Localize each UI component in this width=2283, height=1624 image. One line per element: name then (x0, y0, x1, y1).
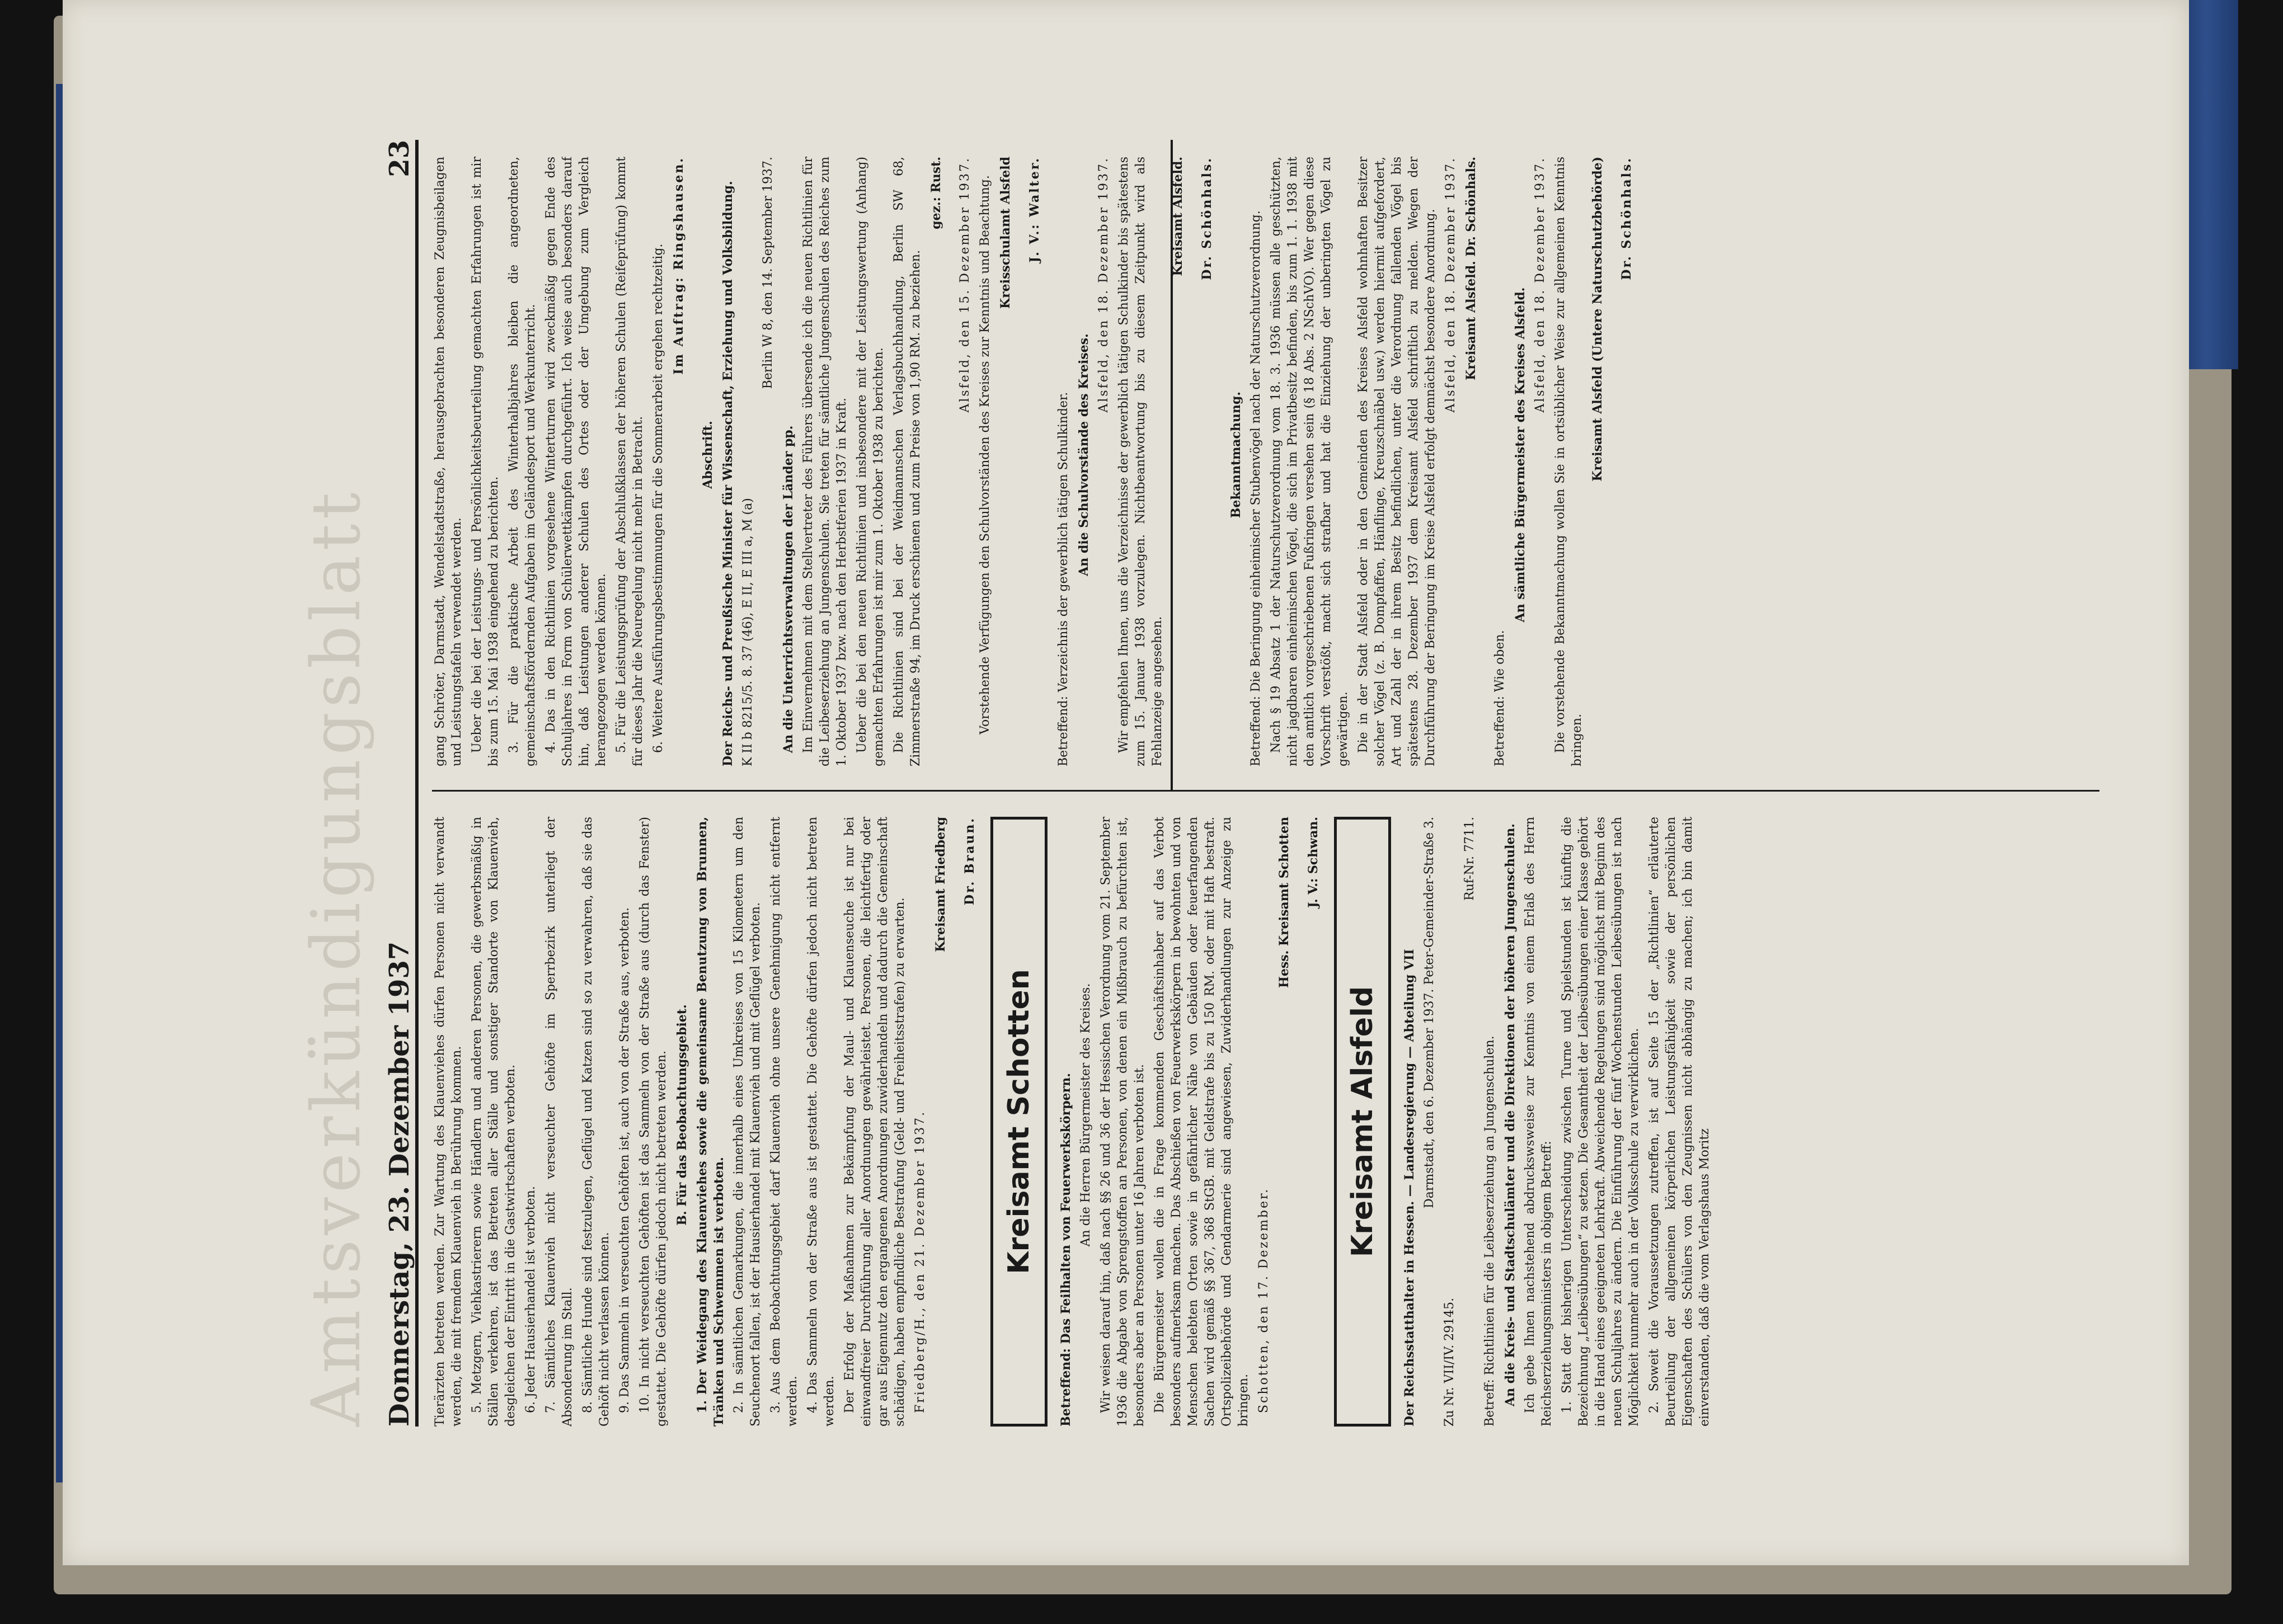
right-column (432, 157, 2111, 766)
schotten-body-1: Wir weisen darauf hin, daß nach §§ 26 und 36 der Hessischen Verordnung vom 21. September 1936 die Abgabe von Sprengstoffen an Personen, von denen ein Mißbrauch zu befürchten ist, besonders aber an Personen unter 16 Jahren verboten ist. (1099, 817, 1147, 1427)
alsfeld-addressee: An die Kreis- und Stadtschulämter und die Direktionen der höheren Jungenschulen. (1503, 823, 1518, 1406)
left-b-4: 4. Das Sammeln von der Straße aus ist gestattet. Die Gehöfte dürfen jedoch nicht betreten werden. (806, 817, 837, 1427)
left-b-dateline: Friedberg/H., den 21. Dezember 1937. (913, 1110, 927, 1413)
right-office-3: Kreisamt Alsfeld. Dr. Schönhals. (1464, 157, 1478, 380)
right-sig-2: Dr. Schönhals. (1200, 157, 1214, 280)
left-b-1: 1. Der Weidegang des Klauenviehes sowie die gemeinsame Benutzung von Brunnen, Tränken und Schwemmen ist verboten. (695, 817, 726, 1427)
right-body-3: Die Richtlinien sind bei der Weidmannschen Verlagsbuchhandlung, Berlin SW 68, Zimmerstraße 94, im Druck erschienen und zum Preise von 1,90 RM. zu beziehen. (892, 157, 923, 766)
right-body-5: Nach § 19 Absatz 1 der Naturschutzverordnung vom 18. 3. 1936 müssen alle geschützten, nicht jagdbaren einheimischen Vögel, die sich im Privatbesitz befinden, bis zum 1. 1. 1938 mit den amtlich vorgeschriebenen Fußringen versehen sein (§ 18 Abs. 2 NSchVO). Wer gegen diese Vorschrift verstößt, macht sich strafbar und hat die Einziehung der unberingten Vögel zu gewärtigen. (1269, 157, 1350, 766)
right-betreff-3: Betreffend: Die Beringung einheimischer Stubenvögel nach der Naturschutzverordnung. (1249, 210, 1263, 766)
heading-kreisamt-schotten: Kreisamt Schotten (990, 817, 1047, 1427)
alsfeld-from: Der Reichsstatthalter in Hessen. — Landesregierung — Abteilung VII (1402, 949, 1417, 1427)
right-auftrag: Im Auftrag: Ringshausen. (671, 157, 686, 375)
right-schulamt-sig: J. V.: Walter. (1027, 157, 1042, 263)
right-body-7: Die vorstehende Bekanntmachung wollen Sie in ortsüblicher Weise zur allgemeinen Kenntnis bringen. (1553, 157, 1584, 766)
alsfeld-ref: Zu Nr. VII/IV. 29145. (1443, 1297, 1457, 1427)
right-betreff-2: Betreffend: Verzeichnis der gewerblich tätigen Schulkinder. (1056, 392, 1070, 766)
right-schulamt: Kreisschulamt Alsfeld (998, 157, 1013, 309)
right-body: Im Einvernehmen mit dem Stellvertreter des Führers übersende ich die neuen Richtlinien für die Leibeserziehung an Jungenschulen. Sie treten für sämtliche Jungenschulen des Reiches zum 1. Oktober 1937 bzw. nach den Herbstferien 1937 in Kraft. (801, 157, 849, 766)
dateline-day-date: Donnerstag, 23. Dezember 1937 (384, 941, 415, 1427)
right-addressee-3: An sämtliche Bürgermeister des Kreises Alsfeld. (1513, 287, 1528, 623)
right-betreff-4: Betreffend: Wie oben. (1493, 630, 1507, 766)
left-item-7: 7. Sämtliches Klauenvieh nicht verseuchter Gehöfte im Sperrbezirk unterliegt der Absonderung im Stall. (544, 817, 575, 1427)
right-date-3: Alsfeld, den 18. Dezember 1937. (1444, 157, 1458, 413)
right-body-2: Ueber die bei den neuen Richtlinien und insbesondere mit der Leistungswertung (Anhang) gemachten Erfahrungen ist mir zum 1. Oktober 1938 zu berichten. (855, 157, 886, 766)
schotten-betreff: Betreffend: Das Feilhalten von Feuerwerkskörpern. (1059, 1073, 1073, 1427)
dateline-page-mark: 23 (384, 140, 415, 177)
left-b-3: 3. Aus dem Beobachtungsgebiet darf Klauenvieh ohne unsere Genehmigung nicht entfernt werden. (769, 817, 800, 1427)
left-subheading-b: B. Für das Beobachtungsgebiet. (675, 1004, 689, 1226)
schotten-office: Hess. Kreisamt Schotten (1277, 817, 1291, 988)
right-item-3: 3. Für die praktische Arbeit des Winterhalbjahres bleiben die angeordneten, gemeinschaftsfördernden Aufgaben im Geländesport und Werkunterricht. (507, 157, 538, 766)
newspaper-page (63, 0, 2189, 1565)
right-ref: K II b 8215/5. 8. 37 (46), E II, E III a, M (a) (741, 498, 755, 766)
left-column (432, 817, 2111, 1427)
masthead-title: Amtsverkündigungsblatt (298, 488, 375, 1427)
alsfeld-betreff: Betreff: Richtlinien für die Leibeserziehung an Jungenschulen. (1483, 1035, 1497, 1427)
left-item-8: 8. Sämtliche Hunde sind festzulegen, Geflügel und Katzen sind so zu verwahren, daß sie das Gehöft nicht verlassen können. (581, 817, 612, 1427)
left-b-office: Kreisamt Friedberg (933, 817, 948, 952)
right-addressee: An die Unterrichtsverwaltungen der Länder pp. (781, 425, 796, 753)
right-intro: gang Schröter, Darmstadt, Wendelstadtstraße, herausgebrachten besonderen Zeugnisbeilagen und Leistungstafeln verwendet werden. (433, 157, 464, 766)
alsfeld-item-1: 1. Statt der bisherigen Unterscheidung zwischen Turne und Spielstunden ist künftig die Bezeichnung „Leibesübungen“ zu setzen. Die Gesamtheit der Leibesübungen einer Klasse gehört in die Hand eines geeigneten Lehrkraft. Abweichende Regelungen sind möglichst mit Beginn des neuen Schuljahres zu ändern. Die Einführung der fünf Wochenstunden Leibesübungen ist nach Möglichkeit nunmehr auch in der Volksschule zu verwirklichen. (1560, 817, 1641, 1427)
right-office-4: Kreisamt Alsfeld (Untere Naturschutzbehörde) (1590, 157, 1605, 482)
left-b-2: 2. In sämtlichen Gemarkungen, die innerhalb eines Umkreises von 15 Kilometern um den Seuchenort fallen, ist der Hausierhandel mit Klauenvieh und mit Geflügel verboten. (732, 817, 763, 1427)
left-b-signer: Dr. Braun. (962, 817, 977, 906)
right-date-4: Alsfeld, den 18. Dezember 1937. (1533, 157, 1547, 413)
left-b-closing: Der Erfolg der Maßnahmen zur Bekämpfung der Maul- und Klauenseuche ist nur bei einwandfreier Durchführung aller Anordnungen gewährleistet. Personen, die leichtfertig oder gar aus Eigennutz den ergangenen Anordnungen zuwiderhandeln und dadurch die Gemeinschaft schädigen, haben empfindliche Bestrafung (Geld- und Freiheitsstrafen) zu erwarten. (843, 817, 907, 1427)
right-sig-4: Dr. Schönhals. (1619, 157, 1634, 280)
right-body-6: Die in der Stadt Alsfeld oder in den Gemeinden des Kreises Alsfeld wohnhaften Besitzer solcher Vögel (z. B. Dompfaffen, Hänflinge, Kreuzschnäbel usw.) werden hiermit aufgefordert, Art und Zahl der in ihrem Besitz befindlichen, unter die Verordnung fallenden Vögel bis spätestens 28. Dezember 1937 dem Kreisamt Alsfeld schriftlich zu melden. Wegen der Durchführung der Beringung im Kreise Alsfeld erfolgt demnächst besondere Anordnung. (1356, 157, 1438, 766)
left-item-10: 10. In nicht verseuchten Gehöften ist das Sammeln von der Straße aus (durch das Fenster) gestattet. Die Gehöfte dürfen jedoch nicht betreten werden. (638, 817, 669, 1427)
right-vorstehende: Vorstehende Verfügungen den Schulvorständen des Kreises zur Kenntnis und Beachtung. (978, 175, 992, 735)
left-item-6: 6. Jeder Hausierhandel ist verboten. (524, 1186, 538, 1413)
schotten-addressee: An die Herren Bürgermeister des Kreises. (1079, 983, 1093, 1247)
left-item-5: 5. Metzgern, Viehkastrierern sowie Händlern und anderen Personen, die gewerbsmäßig in Ställen verkehren, ist das Betreten aller Ställe und sonstiger Standorte von Klauenvieh, desgleichen der Eintritt in die Gastwirtschaften verboten. (470, 817, 518, 1427)
right-date: Berlin W 8, den 14. September 1937. (761, 157, 775, 389)
left-item-9: 9. Das Sammeln in verseuchten Gehöften ist, auch von der Straße aus, verboten. (618, 907, 632, 1413)
column-divider (432, 790, 2099, 792)
right-body-4: Wir empfehlen Ihnen, uns die Verzeichnisse der gewerblich tätigen Schulkinder bis spätestens zum 15. Januar 1938 vorzulegen. Nichtbeantwortung bis zu diesem Zeitpunkt wird als Fehlanzeige angesehen. (1117, 157, 1164, 766)
alsfeld-body: Ich gebe Ihnen nachstehend abdruckswsweise zur Kenntnis von einem Erlaß des Herrn Reichserziehungsministers in obigem Betreff: (1523, 817, 1554, 1427)
right-bekanntmachung: Bekanntmachung. (1229, 391, 1243, 519)
right-item-4: 4. Das in den Richtlinien vorgesehene Winterturnen wird zweckmäßig gegen Ende des Schuljahres in Form von Schülerwettkämpfen durchgeführt. Ich weise auch besonders darauf hin, daß Leistungen anderer Schulen des Ortes oder der Umgebung zum Vergleich herangezogen werden können. (544, 157, 608, 766)
right-alsfeld-date: Alsfeld, den 15. Dezember 1937. (958, 157, 972, 413)
alsfeld-item-2: 2. Soweit die Voraussetzungen zutreffen, ist auf Seite 15 der „Richtlinien“ erläuterte Beurteilung der allgemeinen körperlichen Leistungsfähigkeit sowie der persönlichen Eigenschaften des Schülers von den Zeugnissen nicht abhängig zu machen; ich bin damit einverstanden, daß die vom Verlagshaus Moritz (1647, 817, 1712, 1427)
schotten-signer: J. V.: Schwan. (1306, 817, 1321, 908)
left-intro: Tierärzten betreten werden. Zur Wartung des Klauenviehes dürfen Personen nicht verwandt werden, die mit fremdem Klauenvieh in Berührung kommen. (433, 817, 464, 1427)
schotten-body-2: Die Bürgermeister wollen die in Frage kommenden Geschäftsinhaber auf das Verbot besonders aufmerksam machen. Das Abschießen von Feuerwerkskörpern in bewohnten und von Menschen belebten Orten sowie in gefährlicher Nähe von Gebäuden oder feuerfangenden Sachen wird gemäß §§ 367, 368 StGB. mit Geldstrafe bis zu 150 RM. oder mit Haft bestraft. Ortspolizeibehörde und Gendarmerie sind angewiesen, Zuwiderhandlungen zur Anzeige zu bringen. (1153, 817, 1251, 1427)
alsfeld-date: Darmstadt, den 6. Dezember 1937. Peter-Gemeinder-Straße 3. (1422, 817, 1436, 1208)
right-addressee-2: An die Schulvorstände des Kreises. (1077, 333, 1091, 576)
right-minister: Der Reichs- und Preußische Minister für Wissenschaft, Erziehung und Volksbildung. (721, 181, 735, 766)
heading-kreisamt-alsfeld: Kreisamt Alsfeld (1334, 817, 1391, 1427)
rotated-page-content (298, 140, 2116, 1427)
right-abschrift: Abschrift. (701, 421, 715, 489)
dateline (382, 140, 419, 1427)
right-sig: gez.: Rust. (929, 157, 943, 229)
right-item-6: 6. Weitere Ausführungsbestimmungen für die Sommerarbeit ergehen rechtzeitig. (651, 243, 665, 753)
right-item-5: 5. Für die Leistungsprüfung der Abschlußklassen der höheren Schulen (Reifeprüfung) kommt für dieses Jahr die Neuregelung nicht mehr in Betracht. (614, 157, 645, 766)
schotten-dateline: Schotten, den 17. Dezember. (1257, 1187, 1271, 1413)
right-office-2: Kreisamt Alsfeld. (1171, 157, 1185, 276)
right-date-2: Alsfeld, den 18. Dezember 1937. (1097, 157, 1111, 413)
alsfeld-tel: Ruf-Nr. 7711. (1463, 817, 1477, 901)
right-note: Ueber die bei der Leistungs- und Persönlichkeitsbeurteilung gemachten Erfahrungen ist mir bis zum 15. Mai 1938 eingehend zu berichten. (470, 157, 501, 766)
